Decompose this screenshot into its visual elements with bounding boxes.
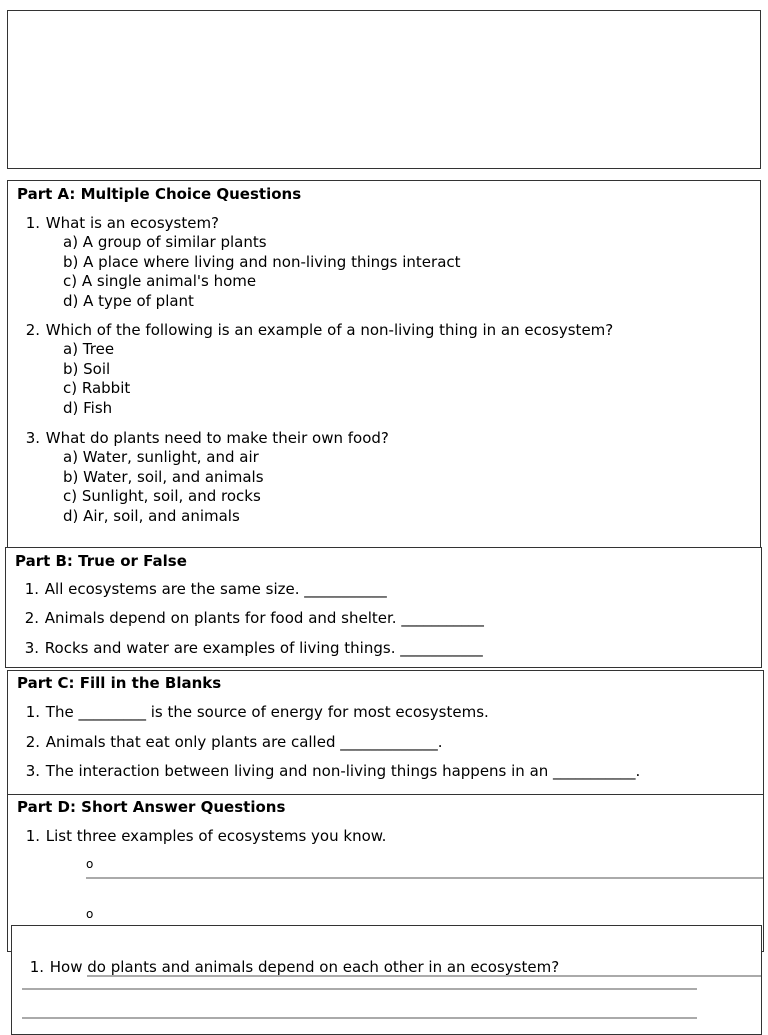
question-text: How do plants and animals depend on each other in an ecosystem?: [49, 958, 560, 976]
overlay-question-box: [11, 925, 762, 1035]
question-number: 2.: [25, 321, 40, 339]
question-c2: 2. Animals that eat only plants are called _____________.: [25, 733, 443, 751]
answer-bullet: o: [86, 907, 94, 921]
question-text: Animals that eat only plants are called _____________.: [45, 733, 443, 751]
question-text: What do plants need to make their own food?: [45, 429, 389, 447]
question-b3: 3. Rocks and water are examples of living things. ___________: [24, 639, 483, 657]
part-b-heading: Part B: True or False: [15, 552, 187, 570]
answer-bullet: o: [86, 857, 94, 871]
option-a: a) Water, sunlight, and air: [63, 448, 259, 466]
question-text: The interaction between living and non-living things happens in an ___________.: [45, 762, 641, 780]
question-number: 3.: [25, 429, 40, 447]
part-d-heading: Part D: Short Answer Questions: [17, 798, 286, 816]
header-box: [7, 10, 761, 169]
answer-line[interactable]: [22, 988, 697, 990]
option-b: b) Water, soil, and animals: [63, 468, 264, 486]
question-b1: 1. All ecosystems are the same size. ___________: [24, 580, 387, 598]
part-a-heading: Part A: Multiple Choice Questions: [17, 185, 302, 203]
question-number: 1.: [25, 214, 40, 232]
option-d: d) Fish: [63, 399, 113, 417]
part-c-section: [7, 670, 764, 796]
option-c: c) A single animal's home: [63, 272, 257, 290]
option-d: d) A type of plant: [63, 292, 194, 310]
option-c: c) Rabbit: [63, 379, 131, 397]
question-d1: 1. List three examples of ecosystems you know.: [25, 827, 387, 845]
question-c1: 1. The _________ is the source of energy for most ecosystems.: [25, 703, 489, 721]
option-c: c) Sunlight, soil, and rocks: [63, 487, 261, 505]
answer-line[interactable]: [87, 975, 762, 977]
question-text: All ecosystems are the same size. ___________: [44, 580, 387, 598]
answer-line[interactable]: [86, 877, 764, 879]
option-d: d) Air, soil, and animals: [63, 507, 240, 525]
part-b-section: [5, 547, 762, 668]
question-b2: 2. Animals depend on plants for food and shelter. ___________: [24, 609, 484, 627]
option-a: a) Tree: [63, 340, 115, 358]
question-text: Which of the following is an example of a non-living thing in an ecosystem?: [45, 321, 614, 339]
question-text: List three examples of ecosystems you know.: [45, 827, 387, 845]
question-c3: 3. The interaction between living and non-living things happens in an ___________.: [25, 762, 641, 780]
part-c-heading: Part C: Fill in the Blanks: [17, 674, 222, 692]
option-b: b) A place where living and non-living things interact: [63, 253, 461, 271]
option-b: b) Soil: [63, 360, 111, 378]
question-text: The _________ is the source of energy for most ecosystems.: [45, 703, 489, 721]
question-text: Rocks and water are examples of living things. ___________: [44, 639, 483, 657]
option-a: a) A group of similar plants: [63, 233, 267, 251]
question-text: Animals depend on plants for food and shelter. ___________: [44, 609, 484, 627]
question-text: What is an ecosystem?: [45, 214, 220, 232]
part-a-section: [7, 180, 761, 552]
question-overlay-1: 1. How do plants and animals depend on each other in an ecosystem?: [29, 958, 560, 976]
answer-line[interactable]: [22, 1017, 697, 1019]
